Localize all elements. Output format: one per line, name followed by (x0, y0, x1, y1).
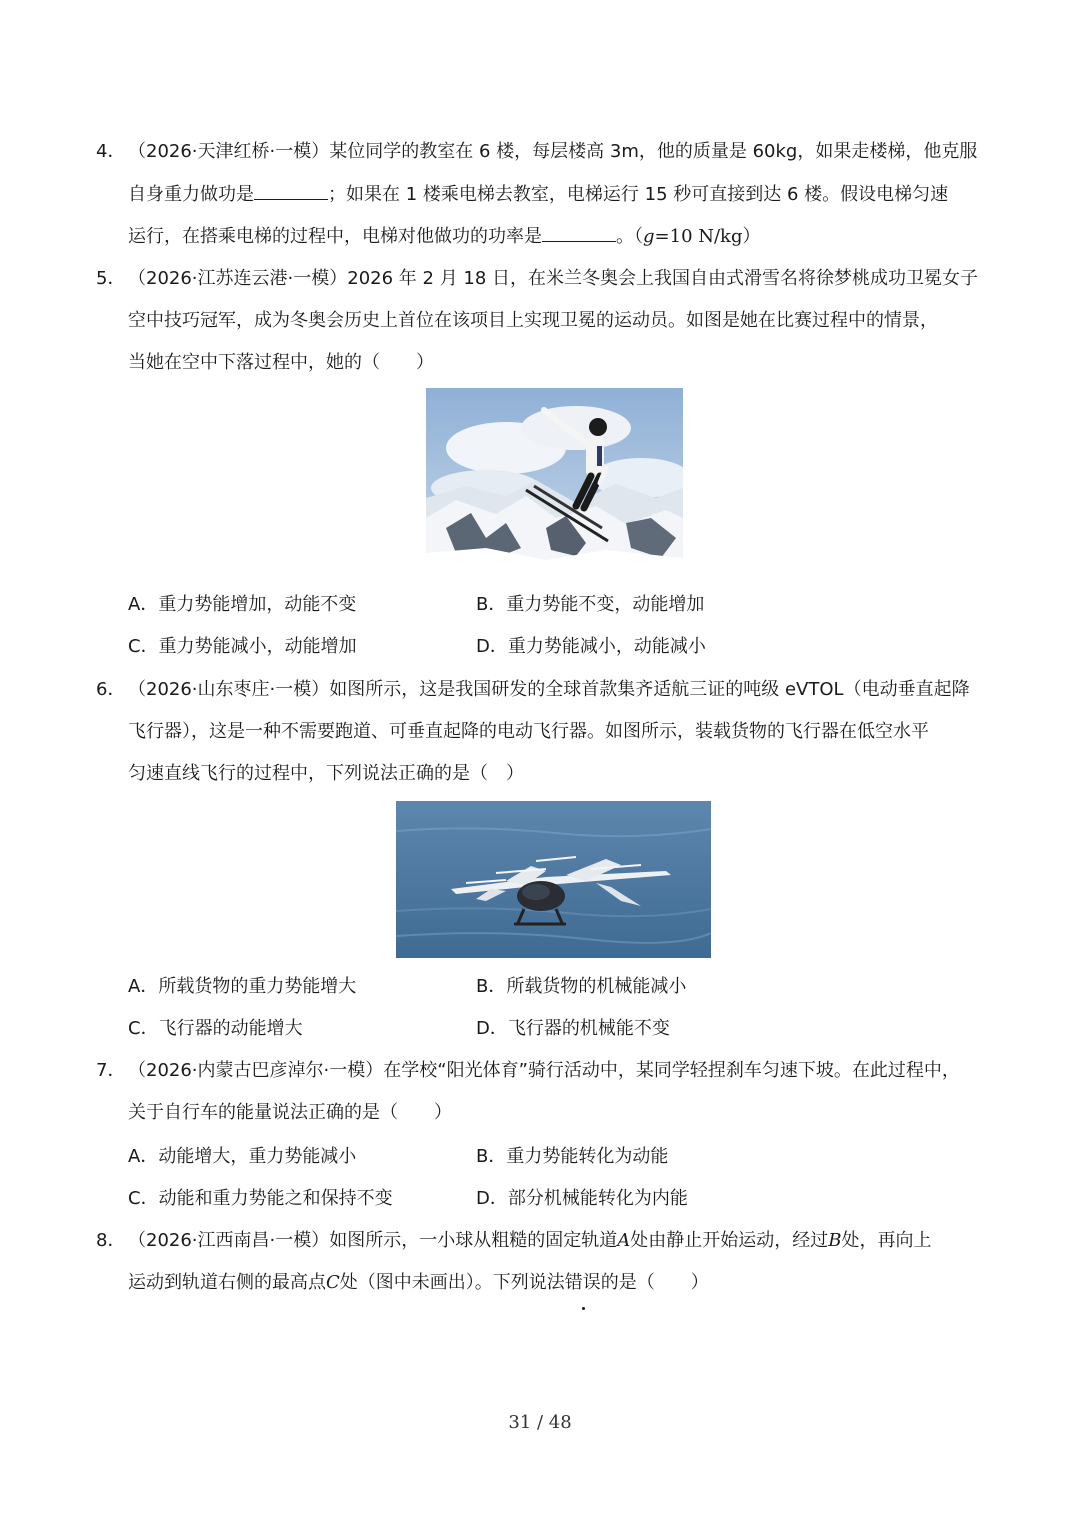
evtol-photo (396, 801, 711, 958)
skier-photo (426, 388, 683, 579)
option-a[interactable]: A．重力势能增加，动能不变 (128, 594, 357, 615)
question-source: （2026·山东枣庄·一模） (128, 679, 330, 700)
question-6: 6． （2026·山东枣庄·一模）如图所示，这是我国研发的全球首款集齐适航三证的吨级 eVTOL（电动垂直起降 飞行器），这是一种不需要跑道、可垂直起降的电动飞行器。如图所示，装载货物的飞行器在低空水平 匀速直线飞行的过程中，下列说法正确的是（ ） (96, 669, 986, 795)
page-number: 31 / 48 (508, 1412, 572, 1433)
option-b[interactable]: B．重力势能不变，动能增加 (476, 594, 705, 615)
question-5: 5． （2026·江苏连云港·一模）2026 年 2 月 18 日，在米兰冬奥会上我国自由式滑雪名将徐梦桃成功卫冕女子 空中技巧冠军，成为冬奥会历史上首位在该项目上实现卫冕的运动员。如图是她在比赛过程中的情景， 当她在空中下落过程中，她的（ ） (96, 258, 986, 384)
option-d[interactable]: D．部分机械能转化为内能 (476, 1188, 688, 1209)
question-source: （2026·江西南昌·一模） (128, 1230, 330, 1251)
option-d[interactable]: D．飞行器的机械能不变 (476, 1018, 670, 1039)
option-c[interactable]: C．重力势能减小，动能增加 (128, 636, 357, 657)
answer-blank-2[interactable] (542, 215, 616, 242)
option-a[interactable]: A．动能增大，重力势能减小 (128, 1146, 357, 1167)
question-number: 8． (96, 1230, 126, 1251)
answer-blank-1[interactable] (254, 173, 328, 200)
option-c[interactable]: C．动能和重力势能之和保持不变 (128, 1188, 393, 1209)
option-b[interactable]: B．所载货物的机械能减小 (476, 976, 687, 997)
question-7: 7． （2026·内蒙古巴彦淖尔·一模）在学校“阳光体育”骑行活动中，某同学轻捏刹车匀速下坡。在此过程中， 关于自行车的能量说法正确的是（ ） (96, 1050, 986, 1134)
question-number: 5． (96, 268, 126, 289)
formula-g: g (643, 226, 655, 247)
emphasis-wrong: 错误 (565, 1262, 601, 1304)
question-source: （2026·天津红桥·一模） (128, 141, 330, 162)
option-a[interactable]: A．所载货物的重力势能增大 (128, 976, 357, 997)
evtol-illustration (396, 801, 711, 958)
option-b[interactable]: B．重力势能转化为动能 (476, 1146, 669, 1167)
question-source: （2026·内蒙古巴彦淖尔·一模） (128, 1060, 384, 1081)
question-4: 4． （2026·天津红桥·一模）某位同学的教室在 6 楼，每层楼高 3m，他的质量是 60kg，如果走楼梯，他克服 自身重力做功是 ；如果在 1 楼乘电梯去教室，电梯运行 15 秒可直接到达 6 楼。假设电梯匀速 运行，在搭乘电梯的过程中，电梯对他做功的功率是 。（g=10 N/kg） (96, 131, 986, 257)
question-number: 7． (96, 1060, 126, 1081)
option-c[interactable]: C．飞行器的动能增大 (128, 1018, 303, 1039)
question-source: （2026·江苏连云港·一模） (128, 268, 348, 289)
skier-illustration (426, 388, 683, 579)
question-number: 6． (96, 679, 126, 700)
question-number: 4． (96, 141, 126, 162)
option-d[interactable]: D．重力势能减小，动能减小 (476, 636, 706, 657)
question-8: 8． （2026·江西南昌·一模）如图所示，一小球从粗糙的固定轨道A处由静止开始运动，经过B处，再向上 运动到轨道右侧的最高点C处（图中未画出）。下列说法错误的是（ ） (96, 1220, 986, 1304)
